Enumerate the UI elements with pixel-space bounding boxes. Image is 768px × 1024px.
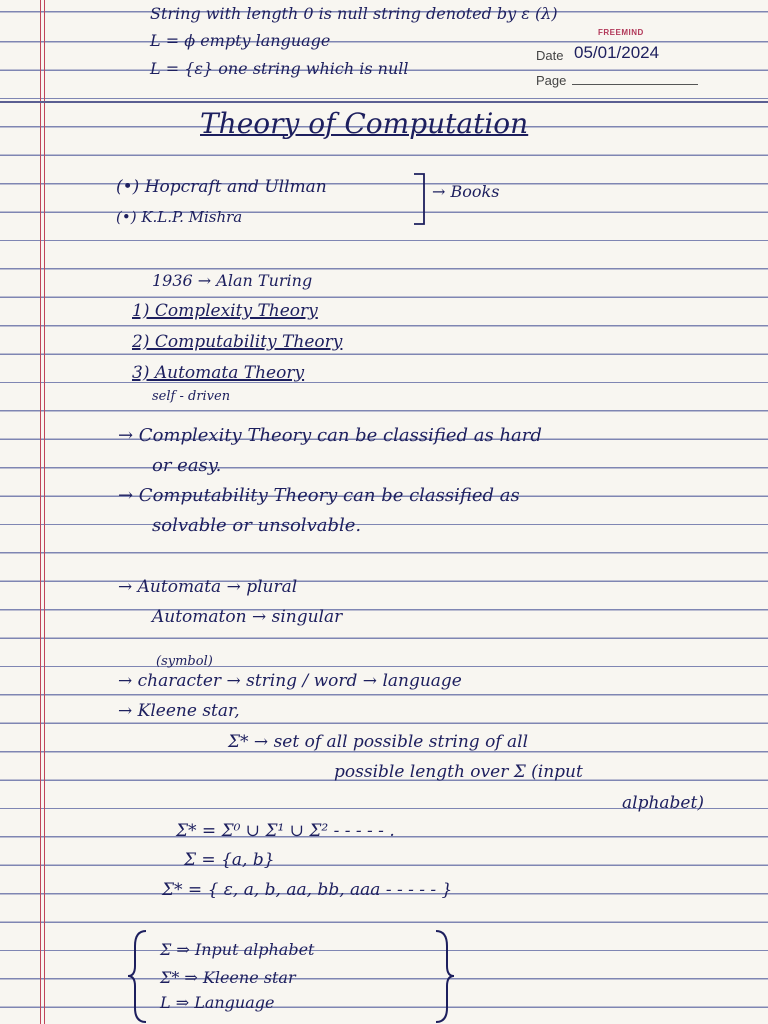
header-line-epsilon-set: L = {ε} one string which is null (150, 59, 409, 78)
sigma-star-definition-line-1: Σ* → set of all possible string of all (228, 732, 529, 752)
equation-sigma-set: Σ = {a, b} (184, 850, 275, 870)
books-label: → Books (432, 182, 500, 201)
legend-left-brace (126, 928, 150, 1024)
page-label: Page (536, 73, 567, 88)
automata-note: self - driven (152, 389, 231, 404)
turing-year-line: 1936 → Alan Turing (152, 271, 313, 290)
equation-sigma-star-union: Σ* = Σ⁰ ∪ Σ¹ ∪ Σ² - - - - - . (176, 821, 395, 841)
kleene-star-line: → Kleene star, (118, 701, 240, 721)
book-item-hopcraft-ullman: (•) Hopcraft and Ullman (116, 177, 327, 197)
page-title: Theory of Computation (200, 107, 529, 140)
list-item-computability-theory: 2) Computability Theory (132, 332, 343, 352)
list-item-automata-theory: 3) Automata Theory (132, 363, 305, 383)
symbol-label: (symbol) (156, 654, 213, 669)
book-bracket (412, 172, 428, 226)
legend-row-language: L ⇒ Language (160, 993, 275, 1012)
margin-line-left (40, 0, 41, 1024)
sigma-star-definition-line-3: alphabet) (622, 793, 704, 813)
brand-logo-text: FREEMIND (598, 28, 644, 37)
list-item-complexity-theory: 1) Complexity Theory (132, 301, 318, 321)
legend-row-kleene-star: Σ* ⇒ Kleene star (160, 968, 296, 987)
date-label: Date (536, 48, 564, 63)
header-line-empty-language: L = ϕ empty language (150, 31, 331, 50)
header-rule (0, 101, 768, 103)
date-value: 05/01/2024 (574, 43, 660, 62)
automata-plural-line: → Automata → plural (118, 577, 298, 597)
complexity-note-line-2: or easy. (152, 455, 222, 476)
page-blank-line (572, 84, 698, 85)
character-string-language-line: → character → string / word → language (118, 671, 462, 691)
computability-note-line-1: → Computability Theory can be classified as (118, 485, 520, 506)
legend-row-input-alphabet: Σ ⇒ Input alphabet (160, 940, 315, 959)
book-item-klp-mishra: (•) K.L.P. Mishra (116, 208, 243, 226)
equation-sigma-star-set: Σ* = { ε, a, b, aa, bb, aaa - - - - - } (162, 880, 453, 900)
automaton-singular-line: Automaton → singular (152, 607, 343, 627)
complexity-note-line-1: → Complexity Theory can be classified as hard (118, 425, 542, 446)
margin-line-right (44, 0, 45, 1024)
sigma-star-definition-line-2: possible length over Σ (input (334, 762, 583, 782)
computability-note-line-2: solvable or unsolvable. (152, 515, 362, 536)
legend-right-brace (432, 928, 456, 1024)
header-line-null-string: String with length 0 is null string denoted by ε (λ) (150, 4, 558, 23)
